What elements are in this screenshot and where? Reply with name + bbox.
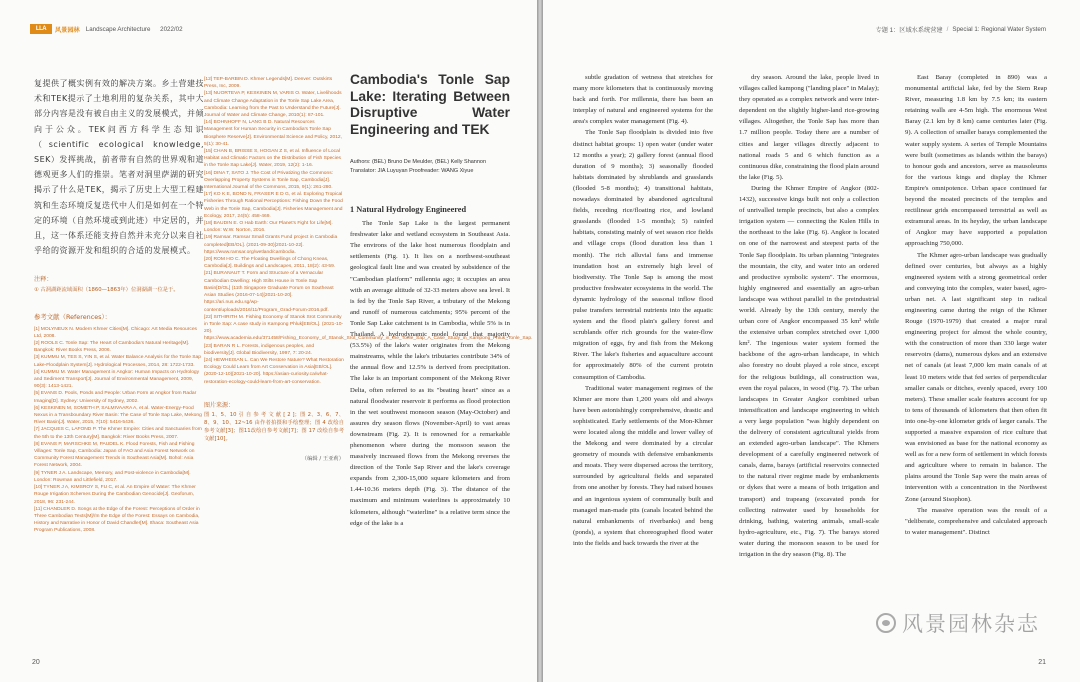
body-paragraph: East Baray (completed in 890) was a monumental artificial lake, fed by the Siem Reap River, measuring 1.8 km by 7.5 km; its eastern retaining walls are 4-5m high. The enormous West Baray (2.1 km by 8 km) came centuries later (Fig. 9). A collection of smaller barays complemented the water supply system. A series of Temple Mountains were built (sometimes as islands within the barays) to honour gods and ancestors, serve as mausoleums for the various kings and display the Khmer Empire's omnipotence. Urban space continued far beyond the moated precincts of the temples and rectilinear grids encompassed terrestrial as well as extramural areas. In its heyday, the urban landscape of Angkor may have supported a population approaching 750,000. bbox=[905, 74, 1047, 248]
article-translator: Translator: JIA Luyuyan Proofreader: WANG Xiyue bbox=[350, 168, 474, 174]
reference-item: [6] KESKINEN M, SOMETH P, SALMIVAARA A, et al. Water-Energy-Food Nexus in a Transboundary River Basin: The Case of Tonle Sap Lake, Mekong River Basin[J]. Water, 2015, 7(10): 5416-5436. bbox=[34, 405, 202, 426]
image-credits-heading: 图片来源： bbox=[204, 401, 235, 409]
wechat-icon bbox=[876, 613, 896, 633]
body-paragraph: The Khmer agro-urban landscape was gradually defined over centuries, but always as a highly engineered system with a strong geometrical order and conveying into the complex, water based, agro-urban net. A last significant step in radical engineering came during the reign of the Khmer Rouge (1970-1979) that created a major rural engineering project for almost the whole country, with the construction of more than 330 large water reservoirs (dams), numerous dykes and an extensive net of canals (at least 7,000 km main canals of at least 10 meters wide that fed series of perpendicular smaller canals or ditches, evenly spaced, every 100 meters). These smaller scale features account for up to tens of thousands of kilometers that then often fit into one-by-one kilometer grids of larger canals. The supported a massive expansion of rice culture that was envisioned as base for the national economy as well as for a new form of settlement in which forests and agriculture where to remain in balance. The plains around the Tonle Sap were the main areas of intervention with a concentration in the Northwest Zone (around Sisophon). bbox=[905, 251, 1047, 503]
article-title: Cambodia's Tonle Sap Lake: Iterating Between Disruptive Water Engineering and TEK bbox=[350, 72, 510, 137]
reference-item: [10] TYNER J A, KIMSROY S, FU C, et al. An Empire of Water: The Khmer Rouge Irrigation Schemes During the Cambodian Genocide[J]. Geoforum, 2018, 96: 231-244. bbox=[34, 485, 196, 505]
article-column-2 bbox=[573, 72, 713, 549]
body-paragraph: During the Khmer Empire of Angkor (802-1432), successive kings built not only a collection of unrivalled temple precincts, but also a complex irrigation system — connecting the Kulen Hills in the northeast to the lake (Fig. 6). Angkor is located on one of the narrowest and steepest parts of the Tonle Sap floodplain. Its urban planning "integrates the mountain, the city, and water into an ordered and productive symbolic system". The enormous, highly engineered and essentially an agro-urban landscape was without parallel in the preindustrial world. Already by the 13th century, merely the urban core of Angkor encompassed 35 km² while the extensive urban complex stretched over 1,000 km². The ingenious water system formed the backbone of the agro-urban landscape, in which also forestry no doubt played a role since, except for the religious buildings, all construction was, even the royal palaces, in wood (Fig. 7). The urban landscapes in Greater Angkor combined urban intensification and landscape engineering in which a very large population "was highly dependent on the delivery of consistent agricultural yields from an extended agro-urban landscape". The Khmers development of a carefully engineered network of canals, dams, barays (artificial reservoirs connected to the natural river regime made by embankments or dykes that were a means of both irrigation and transport) and trapeang (excavated ponds for collecting rainwater used by households for drinking, bathing, watering animals, small-scale hydro-agriculture, etc., Fig. 7). The barays stored water during the monsoon season to be used for irrigation in the dry season (Fig. 8). The bbox=[739, 184, 879, 559]
reference-item: [2] ROOLS C. Tonle Sap: The Heart of Cambodia's Natural Heritage[M]. Bangkok: River Books Press, 2006. bbox=[34, 341, 190, 354]
body-paragraph: The Tonle Sap floodplain is divided into five distinct habitat groups: 1) open water (under water 12 months a year); 2) gallery forest (annual flood duration of 9 months); 3) seasonally flooded habitats dominated by shrublands and grasslands (flooded 5-8 months); 4) transitional habitats, nowadays dominated by abandoned agricultural fields, receding rice/floating rice, and lowland grasslands (flooded 1-5 months); 5) rainfed habitats, consisting mainly of wet season rice fields and village crops (flood duration less than 1 month). The rich alluvial fans and immense inundation host an extremely high level of biodiversity. The Tonle Sap is among the most productive freshwater ecosystems in the world. The dynamic hydrology of the seasonal inflow flood pulse transfers terrestrial nutrients into the aquatic system and the flood plain's gallery forest and scrublands offer rich grounds for the water-flow migration of eggs, fry and fish from the Mekong River. The lake's fisheries and aquaculture account for approximately 80% of the current protein consumption of Cambodia. bbox=[573, 129, 713, 381]
body-paragraph: The massive operation was the result of a "deliberate, comprehensive and calculated approach to water management". Distinct bbox=[905, 506, 1047, 536]
left-column-1 bbox=[34, 76, 204, 535]
article-column-3 bbox=[739, 72, 879, 560]
body-paragraph: subtle gradation of wetness that stretches for many more kilometers that is continuously moving back and forth. For millennia, there has been an interplay of natural and engineered systems for the area's complex water management (Fig. 4). bbox=[573, 74, 713, 126]
editor-note: （编辑 / 王亚莉） bbox=[301, 455, 344, 462]
watermark bbox=[876, 608, 1040, 638]
watermark-text: 风景园林杂志 bbox=[902, 612, 1040, 636]
body-paragraph: Traditional water management regimes of the Khmer are more than 1,200 years old and always have been astonishingly comprehensive, drastic and sophisticated. Early settlements of the Mon-Khmer were located along the middle and lower valley of the Mekong and were dominated by a circular geometry of mounds with defensive embankments and moats. They were dispersed across the territory, surrounded by agricultural fields and separated from one another by forests. They had raised houses and an ingenious system of communally built and managed man-made pits (canals located behind the natural embankments of riverbanks) and beng (ponds), a system that choreographed flood water into the fields and back towards the river at the bbox=[573, 384, 713, 547]
reference-item: [23] BARAN R L. Forests, indigenous peoples, and biodiversity[J]. Global Biodiversity, 1997, 7: 20-24. bbox=[204, 343, 315, 356]
right-page-header: 专题 1：区域水系统营建 / Special 1: Regional Water System bbox=[875, 25, 1046, 34]
reference-item: [11] CHANDLER D. Songs at the Edge of the Forest: Perceptions of Order in Three Cambodian Texts[M]//In the Edge of the Forest: Essays on Cambodia, History and Narrative in Honor of David Chandler[M]. Ithaca: Southeast Asia Program Publications, 2008. bbox=[34, 506, 200, 534]
article-column-4 bbox=[905, 72, 1047, 538]
notes-heading: 注释： bbox=[34, 276, 53, 284]
references-list-1 bbox=[34, 326, 204, 535]
logo-mark: LLA bbox=[30, 24, 52, 34]
section-title-en: Special 1: Regional Water System bbox=[952, 25, 1046, 33]
reference-item: [20] ROM HO C. The Floating Dwellings of Chong Kneas, Cambodia[J]. Buildings and Landscapes, 2011, 18(2): 43-59. bbox=[204, 257, 336, 270]
chinese-body-text: 复提供了概实例有效的解决方案。乡土营建技术和TEK提示了土地利用的复杂关系，其中大部分内容是没有被自由主义的发展模式，并倾向于公众。TEK问西方科学生态知识（scientific ecological knowledge, SEK）发挥挑战，前者带有自然的世界观和道德观更多人们的推崇。笔者对洞里萨湖的研究揭示了什么是TEK，揭示了历史上大型工程建筑和生态环境反复迭代中人们是如何在一个特定的环境（自然环境或到此迹）中定居的，并且，这一体系还能支持自然并未充分以来自社乎给的资源开发和组织的合适的发展模式。 bbox=[34, 79, 204, 256]
journal-logo bbox=[30, 24, 80, 34]
reference-item: [19] Ramsar. Ramsar Small Grants Fund project in Cambodia completed[EB/OL]. (2021-09-30)[2021-10-22]. https://www.ramsar.org/wetland/cambodia. bbox=[204, 235, 338, 255]
image-credits-text: 图 1、5、10 引 自 参 考 文 献 [ 2 ]；图 2、3、6、7、8、9、10、12~16 由作者拍摄和手绘整理；图 4 改绘自参考文献[3]；图11改绘自参考文献[7]；图 17 改绘自参考文献[10]。 bbox=[204, 411, 344, 443]
reference-item: [16] DINA T, SATO J. The Cost of Privatizing the Commons: Overlapping Property Systems in Tonle Sap, Cambodia[J]. International Journal of the Commons, 2015, 9(1): 261-280. bbox=[204, 170, 334, 191]
reference-item: [17] KO K E, BOND N, FRASER E D G, et al. Exploring Tropical Fisheries Through Rational Perceptions: Fishing Down the Food Web in the Tonle Sap, Cambodia[J]. Fisheries Management and Ecology, 2017, 24(5): 458-469. bbox=[204, 192, 343, 219]
page-number-left: 20 bbox=[32, 659, 40, 666]
reference-item: [7] JACQUES C, LAFOND P. The Khmer Empire: Cities and Sanctuaries from the 5th to the 13th Century[M]. Bangkok: River Books Press, 2007. bbox=[34, 427, 202, 440]
reference-item: [22] SITHIRITH M. Fishing Economy of Stanok Srot Community in Tonle Sap: A case study in Kampong Phluk[EB/OL]. (2021-10-20). https://www.academia.edu/371458/Fishing_Economy_of_Stanok_Srot_Community_in_the_Tonle_Sap_A_Case_Study_in_Kampong_Phluk_Tonle_Sap. bbox=[204, 314, 533, 342]
notes-text: ① 古洞湖距流域面积（1860—1863年）位洞湖湖一位是于。 bbox=[34, 286, 179, 293]
reference-item: [12] TEP-BARBIN D. Khmer Legends[M]. Denver: Outskirts Press, Inc, 2009. bbox=[204, 77, 333, 90]
references-heading: 参考文献（References）： bbox=[34, 312, 112, 321]
right-page bbox=[543, 0, 1080, 682]
article-column-1 bbox=[350, 218, 510, 529]
reference-item: [15] CHAN B, BRISSE S, HOGAN Z S, et al. Influence of Local Habitat and Climatic Factors on the Distribution of Fish Species in the Tonle Sap Lake[J]. Water, 2019, 12(2): 1-16. bbox=[204, 149, 341, 169]
reference-item: [13] NUORTEVA P, KESKINEN M, VARIS O. Water, Livelihoods and Climate Change Adaptation in the Tonle Sap Lake Area, Cambodia: Learning from the Past to Understand the Future[J]. Journal of Water and Climate Change, 2010(1): 87-101. bbox=[204, 91, 342, 119]
page-number-right: 21 bbox=[1038, 659, 1046, 666]
reference-item: [9] TYNER J A. Landscape, Memory, and Post-violence in Cambodia[M]. London: Rowman and Littlefield, 2017. bbox=[34, 470, 191, 483]
article-authors: Authors: (BEL) Bruno De Meulder, (BEL) Kelly Shannon bbox=[350, 159, 487, 165]
reference-item: [18] BAUDIN E. O Hab Earth: Our Planet's Fight for Life[M]. London: W.W. Norton, 2016. bbox=[204, 221, 333, 234]
issue-date: 2022/02 bbox=[160, 25, 183, 33]
reference-item: [14] BOHNHOFF N, LANG B D. Natural Resources Management for Human Security in Cambodia's Tonle Sap Biosphere Reserve[J]. Environmental Science and Policy, 2012, 5(1): 30-41. bbox=[204, 120, 343, 147]
body-paragraph: The Tonle Sap Lake is the largest permanent freshwater lake and wetland ecosystem in Southeast Asia. The environs of the lake host numerous floodplain and settlements (Fig. 1). It lies on a northwest-southeast geological fault line and was created by subsidence of the "Cambodian platform" millennia ago; it occupies an area with an average altitude of 32-33 meters above sea level. It is fed by the Tonle Sap River, a tributary of the Mekong and runoff of numerous catchments; 95% percent of the Tonle Sap Lake catchment is in Cambodia, while 5% is in Thailand. A hydrodynamic model found that majority (53.5%) of the lake's water originates from the Mekong mainstreams, while the lake's tributaries contribute 34% of the annual flow and 12.5% is derived from precipitation. The lake is an important component of the Mekong River Delta, often referred to as its "beating heart" since as a natural floodwater reservoir it performs as flood protection in the wet southwest monsoon season (May-October) and assures dry season flows (November-April) to vast areas downstream (Fig. 2). It is renowned for a remarkable phenomenon where during the monsoon season the massively increased flows from the Mekong reverses the direction of the Tonle Sap River and the lake's coverage expands from 2,300-15,000 square kilometers and from 1.44-10.36 meters depth (Fig. 3). The distance of the maximum and minimum waterlines is approximately 10 kilometers, although "waterline" is a relative term since the edge of the lake is a bbox=[350, 220, 510, 527]
reference-item: [24] HEWHEISAN L. Can We Restore Nature? What Restoration Ecology Could Learn from Art Conservation in Asia[EB/OL]. (2020-12-10)[2021-10-20]. https://asian-curiosity.ca/what-restoration-ecology-could-learn-from-art-conservation. bbox=[204, 357, 344, 385]
journal-title: Landscape Architecture bbox=[85, 25, 151, 33]
left-page bbox=[0, 0, 537, 682]
section-heading: 1 Natural Hydrology Engineered bbox=[350, 205, 467, 214]
reference-item: [21] BURANAUT T. Form and Structure of a Vernacular Cambodian Dwelling: High Stilts House in Tonle Sap Basin[D/OL] (11th Singapore Graduate Forum on Southeast Asian Studies (2016-07-14)[2021-10-20]. https://ari.nus.edu.sg/wp-content/uploads/2016/11/Program_Grad-Forum-2016.pdf. bbox=[204, 271, 334, 313]
reference-item: [4] KUMMU M. Water Management in Angkor: Human Impacts on Hydrology and Sediment Transport[J]. Journal of Environmental Management, 2009, 90(3): 1413-1421. bbox=[34, 369, 200, 390]
section-title-cn: 专题 1：区域水系统营建 bbox=[875, 26, 943, 34]
reference-item: [5] EVANS D. Pools, Ponds and People: Urban Form at Angkor from Radar Imaging[D]. Sydney: University of Sydney, 2002. bbox=[34, 391, 197, 404]
body-paragraph: dry season. Around the lake, people lived in villages called kampong ("landing place" in Malay); they operated as a complex network and were inter-dependent on the slightly higher-land rice-growing villages. Altogether, the Tonle Sap has more than 1.7 million people. Today there are a number of cities and larger villages directly adjacent to national roads 5 and 6 which function as a continuous dike, constraining the flood plain around the lake (Fig. 5). bbox=[739, 74, 879, 181]
left-page-header bbox=[30, 22, 183, 36]
logo-cn: 风景园林 bbox=[55, 26, 80, 34]
reference-item: [3] KUMMU M, TES S, YIN S, et al. Water Balance Analysis for the Tonle Sap Lake-Floodplain System[J]. Hydrological Processes, 2014, 28: 1722-1733. bbox=[34, 355, 201, 368]
reference-item: [1] MOLYNEUX N. Modern Khmer Cities[M]. Chicago: Art Media Resources Ltd, 2008. bbox=[34, 326, 197, 339]
left-column-3 bbox=[350, 70, 510, 529]
reference-item: [8] EVANS P, MARSCHKE M, PAUDEL K. Flood Forests, Fish and Fishing Villages: Tonle Sap, Cambodia: Japan of FAO and Asia Forest Network on Community Forest Management Trends in Southeast Asia[M]. Bohol: Asia Forest Network, 2004. bbox=[34, 441, 195, 469]
